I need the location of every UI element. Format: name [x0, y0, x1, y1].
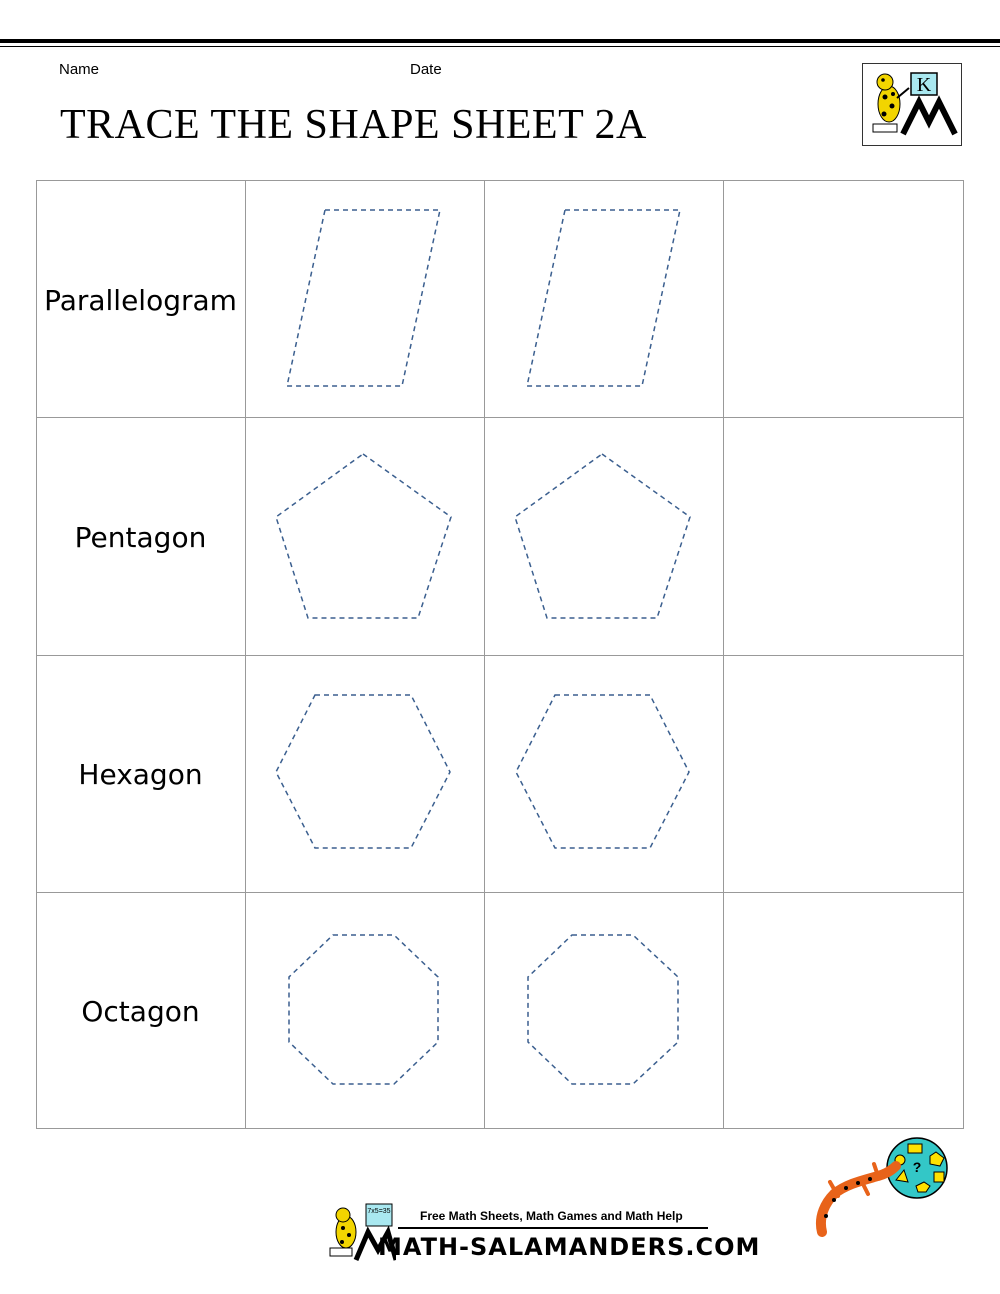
- draw-cell-hexagon[interactable]: [725, 657, 962, 891]
- salamander-shapes-illustration: [812, 1136, 952, 1242]
- footer-tagline: Free Math Sheets, Math Games and Math Help: [420, 1209, 683, 1223]
- parallelogram-trace-2[interactable]: [527, 210, 680, 386]
- draw-cell-octagon[interactable]: [725, 894, 962, 1128]
- row-label-parallelogram: Parallelogram: [44, 284, 237, 317]
- top-rule-thick: [0, 39, 1000, 43]
- hexagon-trace-2[interactable]: [516, 695, 689, 848]
- salamander-icon: [878, 86, 900, 122]
- name-label: Name: [59, 61, 100, 78]
- top-rule-thin: [0, 46, 1000, 47]
- date-label: Date: [410, 61, 442, 78]
- logo-letter: K: [916, 74, 932, 96]
- row-label-octagon: Octagon: [81, 995, 200, 1028]
- trace-table: [36, 180, 965, 1131]
- math-salamanders-logo: [862, 63, 962, 146]
- footer-brand[interactable]: MATH-SALAMANDERS.COM: [378, 1233, 761, 1261]
- shapes-circle-mark: ?: [912, 1159, 922, 1175]
- hexagon-trace-1[interactable]: [276, 695, 450, 848]
- pentagon-trace-1[interactable]: [276, 454, 451, 618]
- page-title: TRACE THE SHAPE SHEET 2A: [60, 102, 647, 148]
- row-label-hexagon: Hexagon: [78, 758, 203, 791]
- footer-logo-badge: 7x5=35: [367, 1208, 391, 1215]
- parallelogram-trace-1[interactable]: [287, 210, 440, 386]
- logo-m-icon: [903, 102, 955, 134]
- row-label-pentagon: Pentagon: [74, 521, 207, 554]
- draw-cell-pentagon[interactable]: [725, 419, 962, 654]
- footer-rule: [398, 1227, 708, 1229]
- pentagon-trace-2[interactable]: [515, 454, 690, 618]
- salamander-orange-icon: [821, 1166, 896, 1232]
- octagon-trace-1[interactable]: [289, 935, 438, 1084]
- draw-cell-parallelogram[interactable]: [725, 182, 962, 416]
- octagon-trace-2[interactable]: [528, 935, 678, 1084]
